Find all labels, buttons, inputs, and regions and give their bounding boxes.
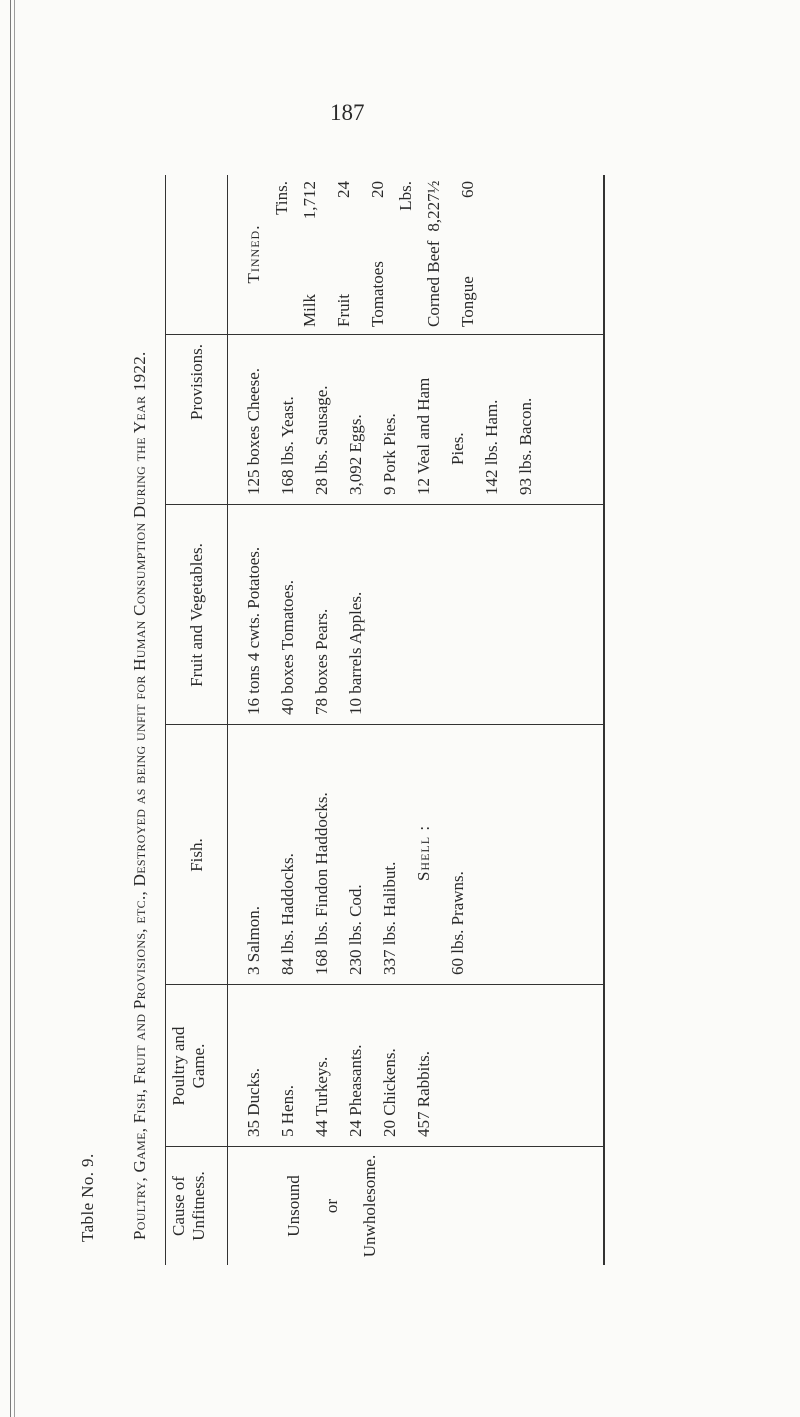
cause-line: Unsound	[284, 1175, 303, 1237]
list-item: 16 tons 4 cwts. Potatoes.	[244, 546, 263, 715]
table-title	[130, 351, 150, 1240]
list-item: 28 lbs. Sausage.	[312, 385, 331, 495]
units-lbs	[395, 181, 417, 327]
page-number: 187	[330, 100, 365, 125]
units-tins	[271, 181, 293, 327]
list-item: 168 lbs. Yeast.	[278, 396, 297, 495]
list-item: 93 lbs. Bacon.	[516, 397, 535, 495]
tinned-item-value: 8,227½	[424, 180, 443, 232]
list-item: 3 Salmon.	[244, 906, 263, 975]
list-item: 230 lbs. Cod.	[346, 884, 365, 975]
list-item: 5 Hens.	[278, 1085, 297, 1137]
poultry-list	[237, 991, 441, 1137]
tinned-row	[451, 181, 485, 327]
list-item: 20 Chickens.	[380, 1048, 399, 1137]
list-item: 125 boxes Cheese.	[244, 367, 263, 495]
poultry-header-line: Game.	[189, 1043, 208, 1089]
tinned-item-name: Tomatoes	[368, 261, 387, 327]
page-edge-line	[10, 0, 11, 1417]
provisions-header: Provisions.	[187, 343, 206, 420]
tinned-list	[237, 181, 485, 327]
table-title-text: Poultry, Game, Fish, Fruit and Provisions, etc., Destroyed as being unfit for Human Consumption During the Year 1922.	[130, 351, 149, 1240]
poultry-header-line: Poultry and	[169, 1026, 188, 1106]
cause-text	[275, 1147, 389, 1265]
page-edge-line	[14, 0, 15, 1417]
tinned-row	[417, 181, 451, 327]
list-item: 10 barrels Apples.	[346, 591, 365, 715]
fish-column	[165, 725, 605, 985]
tinned-item-value: 60	[458, 181, 477, 198]
list-item: 142 lbs. Ham.	[482, 399, 501, 495]
list-item: Pies.	[448, 432, 467, 465]
tinned-row	[361, 181, 395, 327]
tinned-header: Tinned.	[244, 224, 263, 284]
cause-header: Cause of Unfitness.	[169, 1171, 208, 1241]
list-item: 24 Pheasants.	[346, 1044, 365, 1137]
tinned-item-value: 1,712	[300, 181, 319, 220]
fish-list	[237, 731, 475, 975]
table-label: Table No. 9.	[78, 1153, 97, 1242]
poultry-header	[169, 985, 209, 1147]
list-item: 44 Turkeys.	[312, 1056, 331, 1137]
list-item: 60 lbs. Prawns.	[448, 871, 467, 975]
list-item: 168 lbs. Findon Haddocks.	[312, 792, 331, 975]
tinned-item-name: Milk	[300, 293, 319, 327]
list-item: 457 Rabbits.	[414, 1051, 433, 1137]
list-item: 40 boxes Tomatoes.	[278, 580, 297, 715]
tinned-row	[293, 181, 327, 327]
tinned-item-name: Corned Beef	[424, 240, 443, 327]
shell-label: Shell :	[414, 824, 433, 882]
tinned-item-name: Tongue	[458, 276, 477, 327]
list-item: 337 lbs. Halibut.	[380, 861, 399, 975]
consumption-table	[165, 175, 605, 1265]
tinned-item-name: Fruit	[334, 293, 353, 327]
list-item: 3,092 Eggs.	[346, 414, 365, 495]
list-item: 84 lbs. Haddocks.	[278, 853, 297, 975]
tinned-column	[165, 175, 605, 335]
tinned-row	[327, 181, 361, 327]
units-lbs-label: Lbs.	[396, 181, 415, 211]
provisions-column	[165, 335, 605, 505]
fruit-column	[165, 505, 605, 725]
list-item: 12 Veal and Ham	[414, 377, 433, 495]
list-item: 9 Pork Pies.	[380, 413, 399, 495]
poultry-column	[165, 985, 605, 1147]
list-item: 78 boxes Pears.	[312, 608, 331, 715]
fruit-list	[237, 511, 373, 715]
cause-line: or	[322, 1198, 341, 1214]
provisions-list	[237, 341, 543, 495]
list-item: 35 Ducks.	[244, 1068, 263, 1137]
cause-line: Unwholesome.	[360, 1154, 379, 1258]
fish-header: Fish.	[187, 838, 206, 872]
units-tins-label: Tins.	[272, 181, 291, 215]
fruit-header: Fruit and Vegetables.	[187, 543, 206, 687]
tinned-item-value: 24	[334, 181, 353, 198]
tinned-item-value: 20	[368, 181, 387, 198]
cause-column	[165, 1147, 605, 1265]
